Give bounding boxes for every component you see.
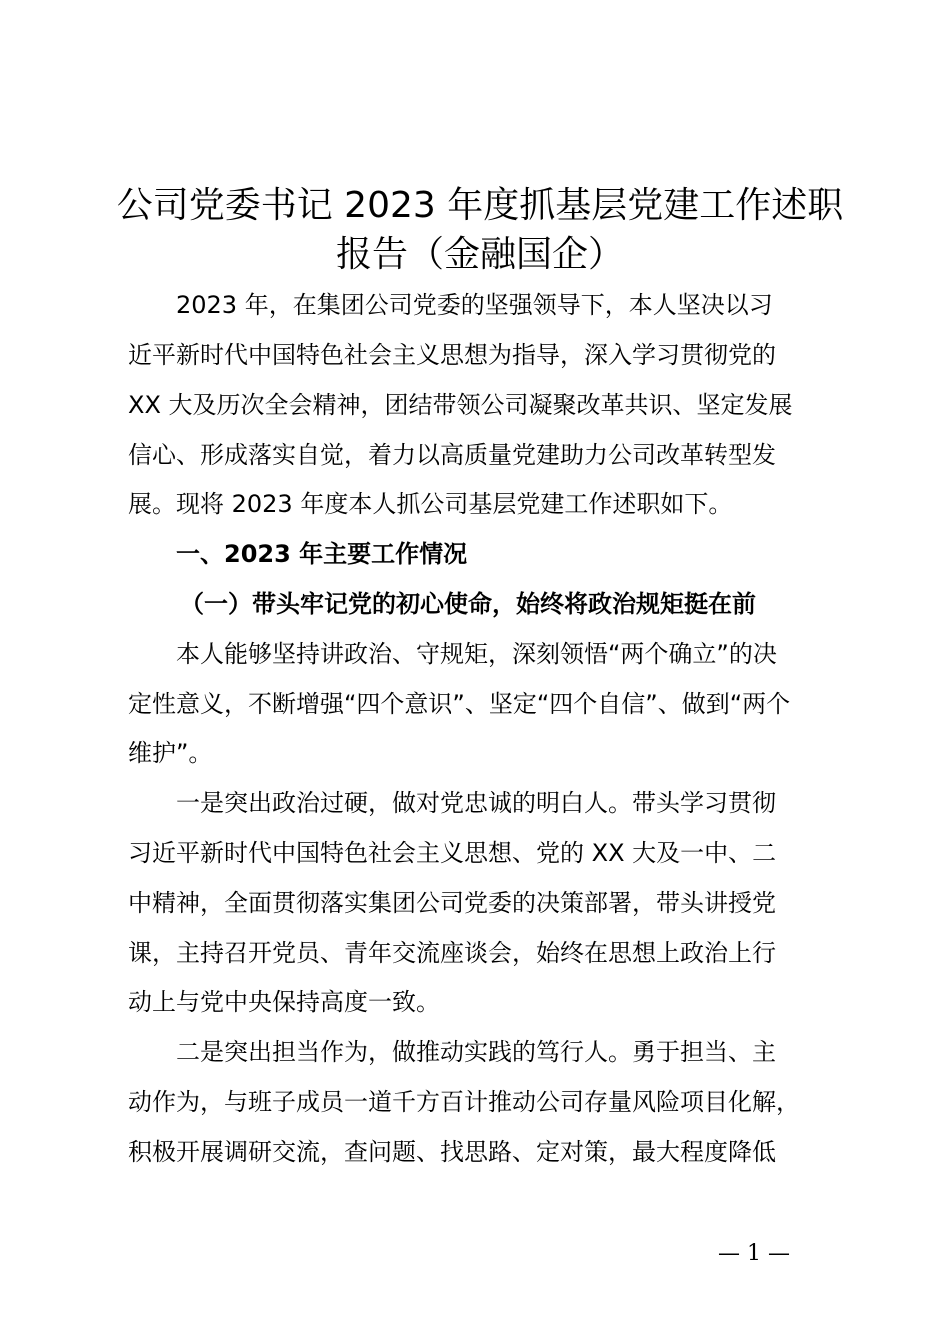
body-paragraph-line: 积极开展调研交流，查问题、找思路、定对策，最大程度降低: [128, 1138, 776, 1166]
body-paragraph-line: 课，主持召开党员、青年交流座谈会，始终在思想上政治上行: [128, 939, 776, 967]
intro-paragraph-line: XX 大及历次全会精神，团结带领公司凝聚改革共识、坚定发展: [128, 391, 793, 419]
intro-paragraph-line: 2023 年，在集团公司党委的坚强领导下，本人坚决以习: [176, 291, 773, 319]
body-paragraph-line: 维护”。: [128, 739, 213, 767]
intro-paragraph-line: 展。现将 2023 年度本人抓公司基层党建工作述职如下。: [128, 490, 733, 518]
body-paragraph-line: 中精神，全面贯彻落实集团公司党委的决策部署，带头讲授党: [128, 889, 776, 917]
page-number: — 1 —: [718, 1241, 790, 1266]
intro-paragraph-line: 近平新时代中国特色社会主义思想为指导，深入学习贯彻党的: [128, 341, 776, 369]
intro-paragraph-line: 信心、形成落实自觉，着力以高质量党建助力公司改革转型发: [128, 441, 776, 469]
body-paragraph-line: 习近平新时代中国特色社会主义思想、党的 XX 大及一中、二: [128, 839, 777, 867]
document-title-line-2: 报告（金融国企）: [335, 234, 624, 275]
body-paragraph-line: 定性意义，不断增强“四个意识”、坚定“四个自信”、做到“两个: [128, 690, 791, 718]
document-title-line-1: 公司党委书记 2023 年度抓基层党建工作述职: [116, 185, 844, 226]
section-heading-1: 一、2023 年主要工作情况: [176, 540, 468, 568]
body-paragraph-line: 二是突出担当作为，做推动实践的笃行人。勇于担当、主: [176, 1038, 776, 1066]
body-paragraph-line: 一是突出政治过硬，做对党忠诚的明白人。带头学习贯彻: [176, 789, 776, 817]
subsection-heading-1: （一）带头牢记党的初心使命，始终将政治规矩挺在前: [180, 590, 756, 618]
body-paragraph-line: 本人能够坚持讲政治、守规矩，深刻领悟“两个确立”的决: [176, 640, 777, 668]
body-paragraph-line: 动作为，与班子成员一道千方百计推动公司存量风险项目化解，: [128, 1088, 800, 1116]
body-paragraph-line: 动上与党中央保持高度一致。: [128, 988, 440, 1016]
